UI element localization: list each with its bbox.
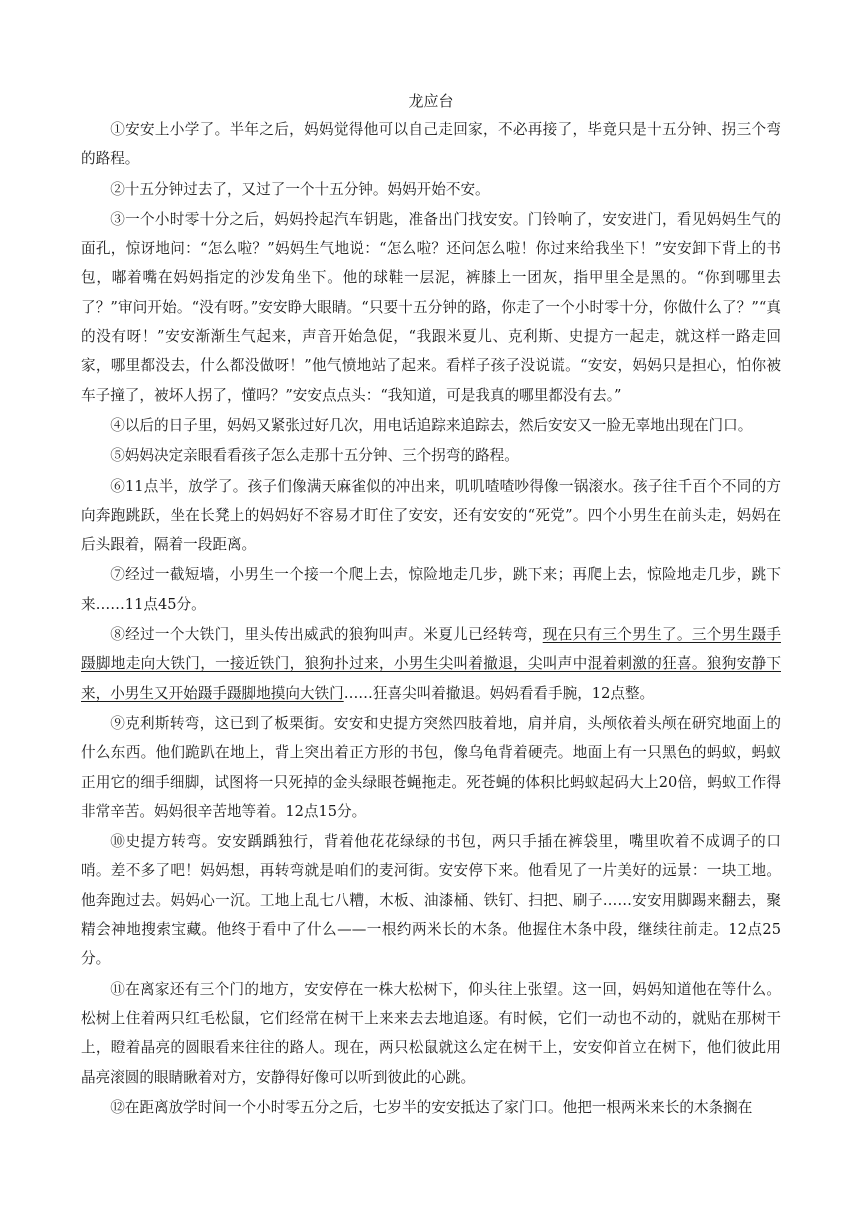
paragraph-8	[81, 620, 781, 708]
paragraph-2: ②十五分钟过去了，又过了一个十五分钟。妈妈开始不安。	[110, 180, 490, 198]
page-title: 龙应台	[408, 92, 454, 110]
paragraph-4: ④以后的日子里，妈妈又紧张过好几次，用电话追踪来追踪去，然后安安又一脸无辜地出现在门口。	[110, 416, 753, 434]
paragraph-3: ③一个小时零十分之后，妈妈拎起汽车钥匙，准备出门找安安。门铃响了，安安进门，看见妈妈生气的面孔，惊讶地问：“怎么啦？”妈妈生气地说：“怎么啦？还问怎么啦！你过来给我坐下！”安安卸下背上的书包，嘟着嘴在妈妈指定的沙发角坐下。他的球鞋一层泥，裤膝上一团灰，指甲里全是黑的。“你到哪里去了？”审问开始。“没有呀。”安安睁大眼睛。“只要十五分钟的路，你走了一个小时零十分，你做什么了？”“真的没有呀！”安安渐渐生气起来，声音开始急促，“我跟米夏儿、克利斯、史提方一起走，就这样一路走回家，哪里都没去，什么都没做呀！”他气愤地站了起来。看样子孩子没说谎。“安安，妈妈只是担心，怕你被车子撞了，被坏人拐了，懂吗？”安安点点头：“我知道，可是我真的哪里都没有去。”	[81, 210, 781, 404]
paragraph-5: ⑤妈妈决定亲眼看看孩子怎么走那十五分钟、三个拐弯的路程。	[110, 447, 519, 465]
paragraph-1: ①安安上小学了。半年之后，妈妈觉得他可以自己走回家，不必再接了，毕竟只是十五分钟、拐三个弯的路程。	[81, 121, 781, 168]
document-page	[81, 88, 781, 1123]
paragraph-10: ⑩史提方转弯。安安踽踽独行，背着他花花绿绿的书包，两只手插在裤袋里，嘴里吹着不成调子的口哨。差不多了吧！妈妈想，再转弯就是咱们的麦河街。安安停下来。他看见了一片美好的远景：一块工地。他奔跑过去。妈妈心一沉。工地上乱七八糟，木板、油漆桶、铁钉、扫把、刷子……安安用脚踢来翻去，聚精会神地搜索宝藏。他终于看中了什么——一根约两米长的木条。他握住木条中段，继续往前走。12点25分。	[81, 833, 781, 968]
paragraph-8-lead: ⑧经过一个大铁门，里头传出威武的狼狗叫声。米夏儿已经转弯，	[110, 626, 543, 644]
underlined-passage: 现在只有三个男生了。三个男生蹑手蹑脚地走向大铁门，一接近铁门，狼狗扑过来，小男生尖叫着撤退，尖叫声中混着刺激的狂喜。狼狗安静下来，小男生又开始蹑手蹑脚地摸向大铁门	[81, 626, 781, 702]
paragraph-9: ⑨克利斯转弯，这已到了板栗街。安安和史提方突然四肢着地，肩并肩，头颅依着头颅在研究地面上的什么东西。他们跪趴在地上，背上突出着正方形的书包，像乌龟背着硬壳。地面上有一只黑色的蚂蚁，蚂蚁正用它的细手细脚，试图将一只死掉的金头绿眼苍蝇拖走。死苍蝇的体积比蚂蚁起码大上20倍，蚂蚁工作得非常辛苦。妈妈很辛苦地等着。12点15分。	[81, 714, 781, 820]
paragraph-11: ⑪在离家还有三个门的地方，安安停在一株大松树下，仰头往上张望。这一回，妈妈知道他在等什么。松树上住着两只红毛松鼠，它们经常在树干上来来去去地追逐。有时候，它们一动也不动的，就贴在那树干上，瞪着晶亮的圆眼看来往往的路人。现在，两只松鼠就这么定在树干上，安安仰首立在树下，他们彼此用晶亮滚圆的眼睛瞅着对方，安静得好像可以听到彼此的心跳。	[81, 980, 781, 1086]
paragraph-12: ⑫在距离放学时间一个小时零五分之后，七岁半的安安抵达了家门口。他把一根两米来长的木条搁在	[110, 1098, 753, 1116]
paragraph-7: ⑦经过一截短墙，小男生一个接一个爬上去，惊险地走几步，跳下来；再爬上去，惊险地走几步，跳下来……11点45分。	[81, 566, 781, 613]
paragraph-8-tail: ……狂喜尖叫着撤退。妈妈看看手腕，12点整。	[343, 684, 655, 702]
paragraph-6: ⑥11点半，放学了。孩子们像满天麻雀似的冲出来，叽叽喳喳吵得像一锅滚水。孩子往千百个不同的方向奔跑跳跃，坐在长凳上的妈妈好不容易才盯住了安安，还有安安的“死党”。四个小男生在前头走，妈妈在后头跟着，隔着一段距离。	[81, 477, 781, 554]
